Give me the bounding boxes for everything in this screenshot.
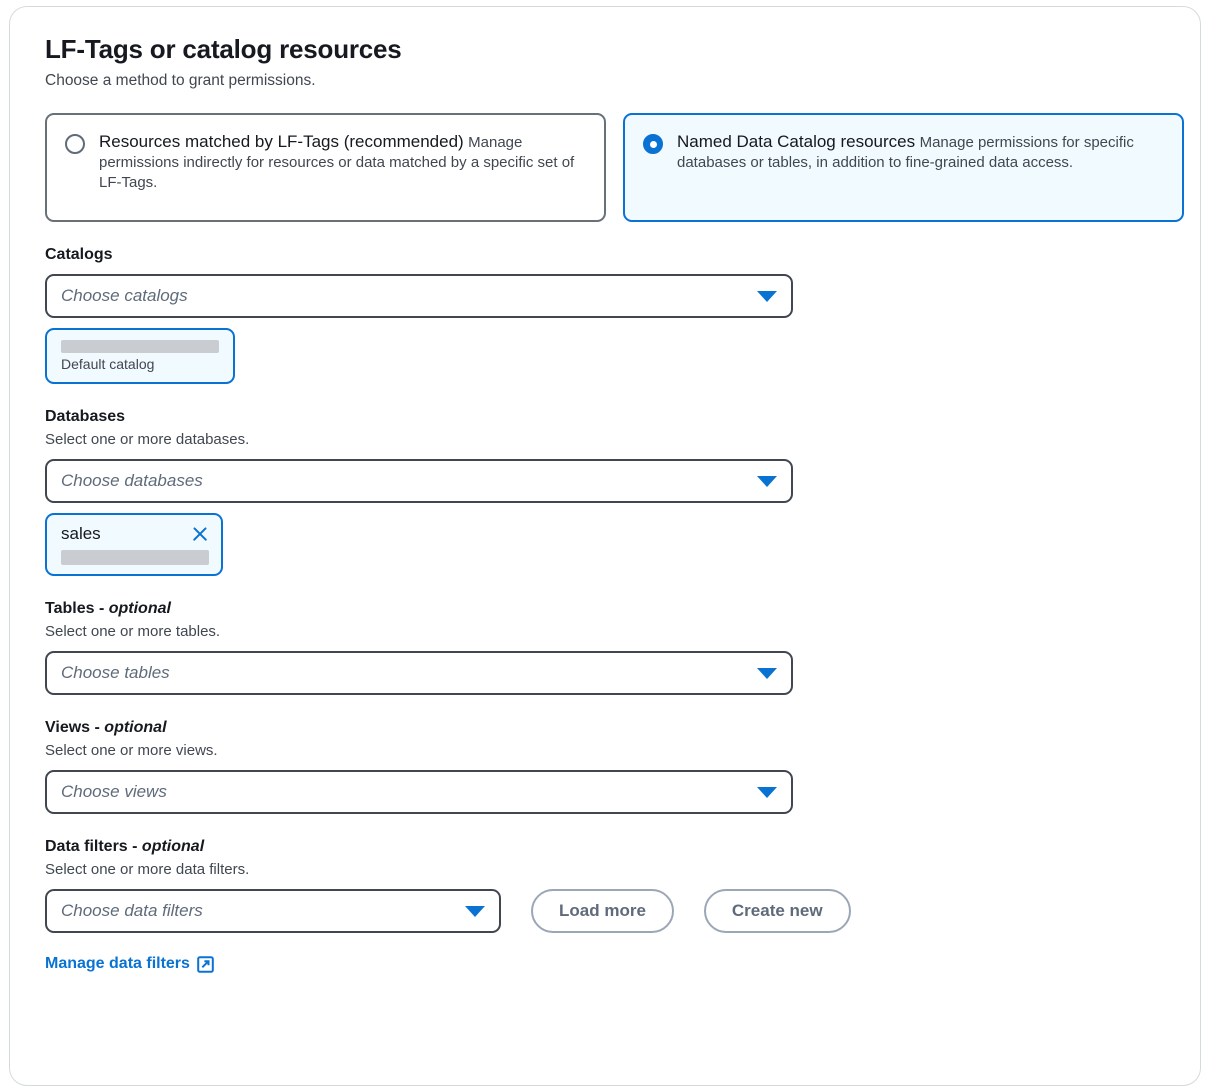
databases-field <box>45 406 1185 576</box>
views-description: Select one or more views. <box>45 742 218 759</box>
views-label <box>45 717 1185 738</box>
databases-select[interactable] <box>45 459 793 503</box>
page-subtitle: Choose a method to grant permissions. <box>45 72 316 89</box>
chevron-down-icon[interactable] <box>757 668 777 679</box>
close-icon[interactable] <box>191 525 209 543</box>
views-field <box>45 717 1185 814</box>
catalog-token[interactable] <box>45 328 235 384</box>
databases-label: Databases <box>45 408 126 425</box>
data-filters-label-optional: optional <box>141 838 205 855</box>
tables-select[interactable] <box>45 651 793 695</box>
databases-token-list <box>45 513 1185 576</box>
method-option-lf-tags[interactable] <box>45 113 606 222</box>
chevron-down-icon[interactable] <box>757 787 777 798</box>
catalogs-token-list <box>45 328 1185 384</box>
views-label-optional: optional <box>104 719 167 736</box>
data-filters-label-text: Data filters - <box>45 838 142 855</box>
chevron-down-icon[interactable] <box>757 291 777 302</box>
tables-label-optional: optional <box>108 600 171 617</box>
data-filters-label <box>45 836 1185 857</box>
method-option-lf-tags-description: Manage permissions indirectly for resources or data matched by a specific set of LF-Tags. <box>99 134 575 191</box>
chevron-down-icon[interactable] <box>757 476 777 487</box>
database-token[interactable] <box>45 513 223 576</box>
data-filters-controls <box>45 889 1185 933</box>
external-link-icon[interactable] <box>197 956 214 973</box>
catalogs-field <box>45 244 1185 384</box>
grant-permissions-panel <box>9 6 1201 1086</box>
catalog-token-name-redacted <box>61 340 219 353</box>
catalog-token-subtitle: Default catalog <box>61 356 155 372</box>
data-filters-description: Select one or more data filters. <box>45 861 250 878</box>
method-option-group <box>45 113 1185 222</box>
manage-data-filters-link[interactable]: Manage data filters <box>45 955 190 972</box>
catalogs-placeholder: Choose catalogs <box>61 286 188 305</box>
tables-label-text: Tables - <box>45 600 109 617</box>
databases-description: Select one or more databases. <box>45 431 250 448</box>
tables-description: Select one or more tables. <box>45 623 221 640</box>
database-token-name: sales <box>61 524 101 543</box>
views-placeholder: Choose views <box>61 782 167 801</box>
catalogs-label: Catalogs <box>45 246 113 263</box>
method-option-named-resources[interactable] <box>623 113 1184 222</box>
views-select[interactable] <box>45 770 793 814</box>
manage-data-filters-row <box>45 955 1185 973</box>
load-more-button[interactable]: Load more <box>531 889 674 933</box>
chevron-down-icon[interactable] <box>465 906 485 917</box>
database-token-subtitle-redacted <box>61 550 209 565</box>
data-filters-field <box>45 836 1185 973</box>
databases-placeholder: Choose databases <box>61 471 203 490</box>
create-new-button[interactable]: Create new <box>704 889 851 933</box>
data-filters-select[interactable] <box>45 889 501 933</box>
tables-field <box>45 598 1185 695</box>
page-title: LF-Tags or catalog resources <box>45 34 402 64</box>
method-option-named-resources-label: Named Data Catalog resources <box>677 132 916 151</box>
tables-placeholder: Choose tables <box>61 663 170 682</box>
panel-content <box>45 33 1185 973</box>
catalogs-select[interactable] <box>45 274 793 318</box>
radio-icon[interactable] <box>65 134 85 154</box>
views-label-text: Views - <box>45 719 105 736</box>
method-option-named-resources-description: Manage permissions for specific databases or tables, in addition to fine-grained data access. <box>677 134 1134 171</box>
method-option-lf-tags-label: Resources matched by LF-Tags (recommended) <box>99 132 464 151</box>
data-filters-placeholder: Choose data filters <box>61 901 203 920</box>
radio-selected-icon[interactable] <box>643 134 663 154</box>
tables-label <box>45 598 1185 619</box>
